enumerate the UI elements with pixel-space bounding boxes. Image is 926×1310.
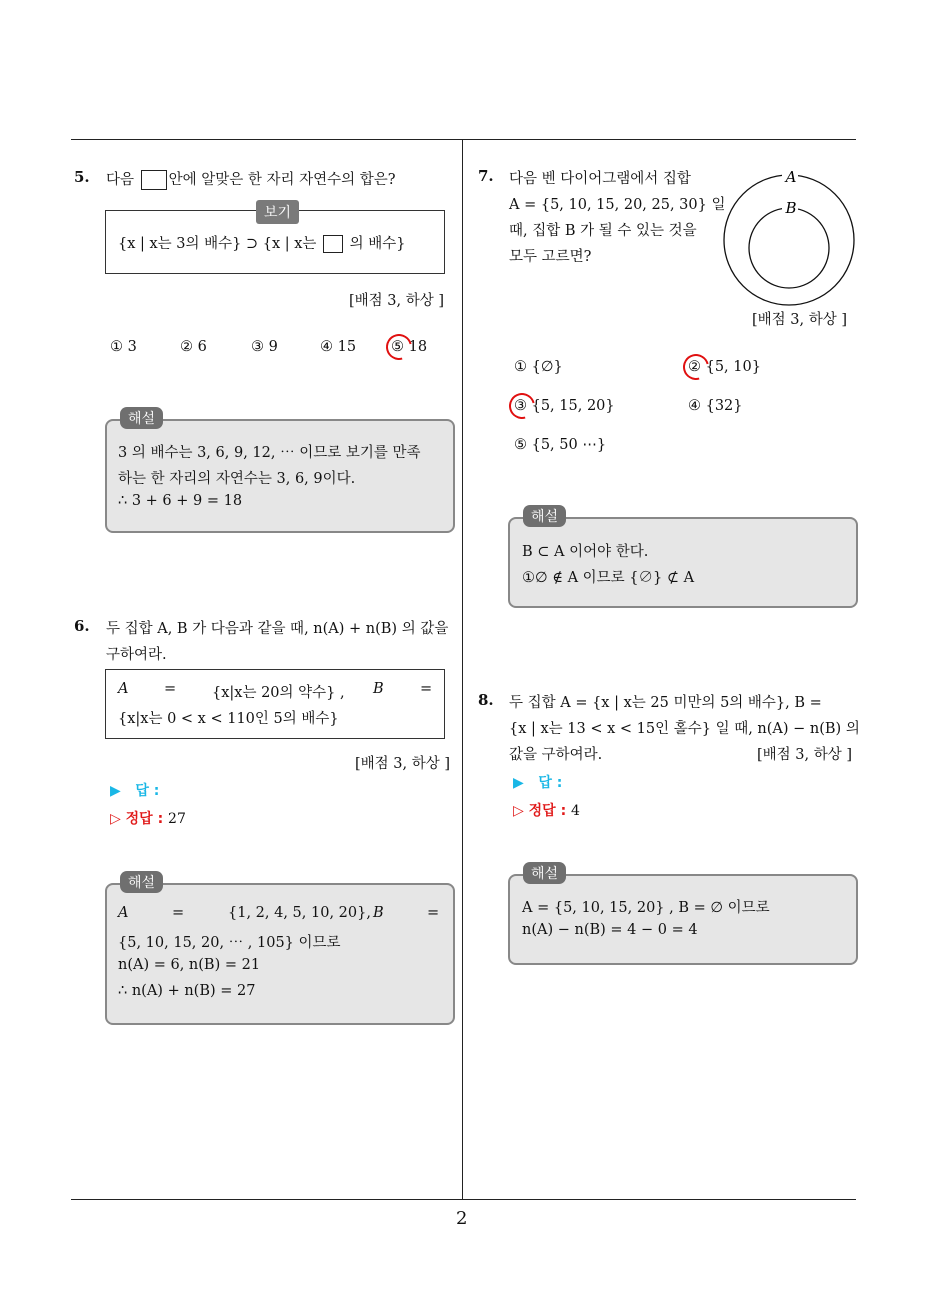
q6-correct: ▷ 정답 : 27 bbox=[110, 811, 186, 827]
q7-answer-mark-2 bbox=[678, 349, 714, 385]
q5-stem: 다음 안에 알맞은 한 자리 자연수의 합은? bbox=[106, 172, 396, 188]
q7-solution-box bbox=[508, 517, 858, 608]
q5-solution-line-2: 하는 한 자리의 자연수는 3, 6, 9이다. bbox=[118, 471, 356, 487]
q6-solution-line-4: ∴ n(A) + n(B) = 27 bbox=[118, 983, 256, 999]
q8-stem-line-2: {x | x는 13 < x < 15인 홀수} 일 때, n(A) − n(B) 의 bbox=[509, 721, 860, 737]
q5-choice-4[interactable]: ④ 15 bbox=[320, 339, 357, 355]
q5-choice-2[interactable]: ② 6 bbox=[180, 339, 207, 355]
q8-correct: ▷ 정답 : 4 bbox=[513, 803, 580, 819]
venn-label-a: A bbox=[785, 170, 797, 186]
q8-score: [배점 3, 하상 ] bbox=[757, 747, 853, 763]
q5-score: [배점 3, 하상 ] bbox=[349, 293, 445, 309]
q7-choice-5[interactable]: ⑤ {5, 50 ⋯} bbox=[514, 437, 607, 453]
q8-number: 8. bbox=[478, 691, 494, 709]
q5-number: 5. bbox=[74, 168, 90, 186]
q6-box-b: B bbox=[373, 681, 384, 697]
q7-score: [배점 3, 하상 ] bbox=[752, 312, 848, 328]
q5-blank bbox=[141, 170, 167, 190]
q6-box-a-set: {x|x는 20의 약수} , bbox=[212, 685, 345, 701]
q6-box-b-set: {x|x는 0 < x < 110인 5의 배수} bbox=[118, 711, 339, 727]
q6-answer: ▶ 답 : bbox=[110, 783, 160, 799]
q7-choice-1[interactable]: ① {∅} bbox=[514, 359, 563, 375]
q6-solution-tag: 해설 bbox=[120, 871, 163, 893]
top-rule bbox=[71, 139, 856, 140]
q7-solution-line-1: B ⊂ A 이어야 한다. bbox=[522, 544, 649, 560]
q7-choice-4[interactable]: ④ {32} bbox=[688, 398, 743, 414]
q7-number: 7. bbox=[478, 167, 494, 185]
q6-sol-eq: = bbox=[172, 905, 185, 921]
q7-answer-mark-3 bbox=[504, 388, 540, 424]
q5-example-blank bbox=[323, 235, 343, 253]
q5-example-tag: 보기 bbox=[256, 200, 299, 224]
q6-set-box bbox=[105, 669, 445, 739]
q8-answer: ▶ 답 : bbox=[513, 775, 563, 791]
q5-example-text: {x | x는 3의 배수} ⊃ {x | x는 의 배수} bbox=[118, 236, 406, 252]
q8-solution-line-1: A = {5, 10, 15, 20} , B = ∅ 이므로 bbox=[522, 900, 770, 916]
q8-solution-line-2: n(A) − n(B) = 4 − 0 = 4 bbox=[522, 922, 698, 938]
q6-stem-line-2: 구하여라. bbox=[106, 647, 167, 663]
q8-solution-box bbox=[508, 874, 858, 965]
q6-solution-line-2: {5, 10, 15, 20, ⋯ , 105} 이므로 bbox=[118, 935, 341, 951]
q6-sol-a: A bbox=[118, 905, 129, 921]
play-outline-icon: ▷ bbox=[110, 811, 126, 827]
q5-choice-3[interactable]: ③ 9 bbox=[251, 339, 278, 355]
page-number: 2 bbox=[456, 1208, 468, 1229]
q8-stem-line-1: 두 집합 A = {x | x는 25 미만의 5의 배수}, B = bbox=[509, 695, 822, 711]
play-icon: ▶ bbox=[110, 783, 136, 799]
q8-stem-line-3: 값을 구하여라. bbox=[509, 747, 603, 763]
q6-box-eq: = bbox=[164, 681, 177, 697]
q6-box-a: A bbox=[118, 681, 129, 697]
q6-sol-a-set: {1, 2, 4, 5, 10, 20}, bbox=[228, 905, 371, 921]
play-outline-icon: ▷ bbox=[513, 803, 529, 819]
q7-choice-2[interactable]: ② {5, 10} bbox=[688, 359, 761, 375]
q6-solution-line-3: n(A) = 6, n(B) = 21 bbox=[118, 957, 261, 973]
column-divider bbox=[462, 139, 463, 1200]
play-icon: ▶ bbox=[513, 775, 539, 791]
q6-box-eq2: = bbox=[420, 681, 433, 697]
q5-choice-1[interactable]: ① 3 bbox=[110, 339, 137, 355]
q7-stem-line-4: 모두 고르면? bbox=[509, 249, 592, 265]
q6-sol-eq2: = bbox=[427, 905, 440, 921]
q7-choice-3[interactable]: ③ {5, 15, 20} bbox=[514, 398, 615, 414]
q7-stem-line-2: A = {5, 10, 15, 20, 25, 30} 일 bbox=[509, 197, 726, 213]
q5-solution-line-3: ∴ 3 + 6 + 9 = 18 bbox=[118, 493, 243, 509]
q5-choice-5[interactable]: ⑤ 18 bbox=[391, 339, 428, 355]
q6-stem-line-1: 두 집합 A, B 가 다음과 같을 때, n(A) + n(B) 의 값을 bbox=[106, 621, 449, 637]
q6-number: 6. bbox=[74, 617, 90, 635]
q7-venn-diagram bbox=[720, 170, 860, 310]
q6-sol-b: B bbox=[373, 905, 384, 921]
q7-stem-line-1: 다음 벤 다이어그램에서 집합 bbox=[509, 171, 691, 187]
q5-solution-line-1: 3 의 배수는 3, 6, 9, 12, ⋯ 이므로 보기를 만족 bbox=[118, 445, 421, 461]
q8-solution-tag: 해설 bbox=[523, 862, 566, 884]
venn-label-b: B bbox=[785, 199, 797, 217]
q6-score: [배점 3, 하상 ] bbox=[355, 756, 451, 772]
q5-solution-tag: 해설 bbox=[120, 407, 163, 429]
q7-solution-tag: 해설 bbox=[523, 505, 566, 527]
bottom-rule bbox=[71, 1199, 856, 1200]
q5-answer-mark bbox=[381, 329, 417, 365]
q7-stem-line-3: 때, 집합 B 가 될 수 있는 것을 bbox=[509, 223, 697, 239]
q7-solution-line-2: ①∅ ∉ A 이므로 {∅} ⊄ A bbox=[522, 570, 695, 586]
